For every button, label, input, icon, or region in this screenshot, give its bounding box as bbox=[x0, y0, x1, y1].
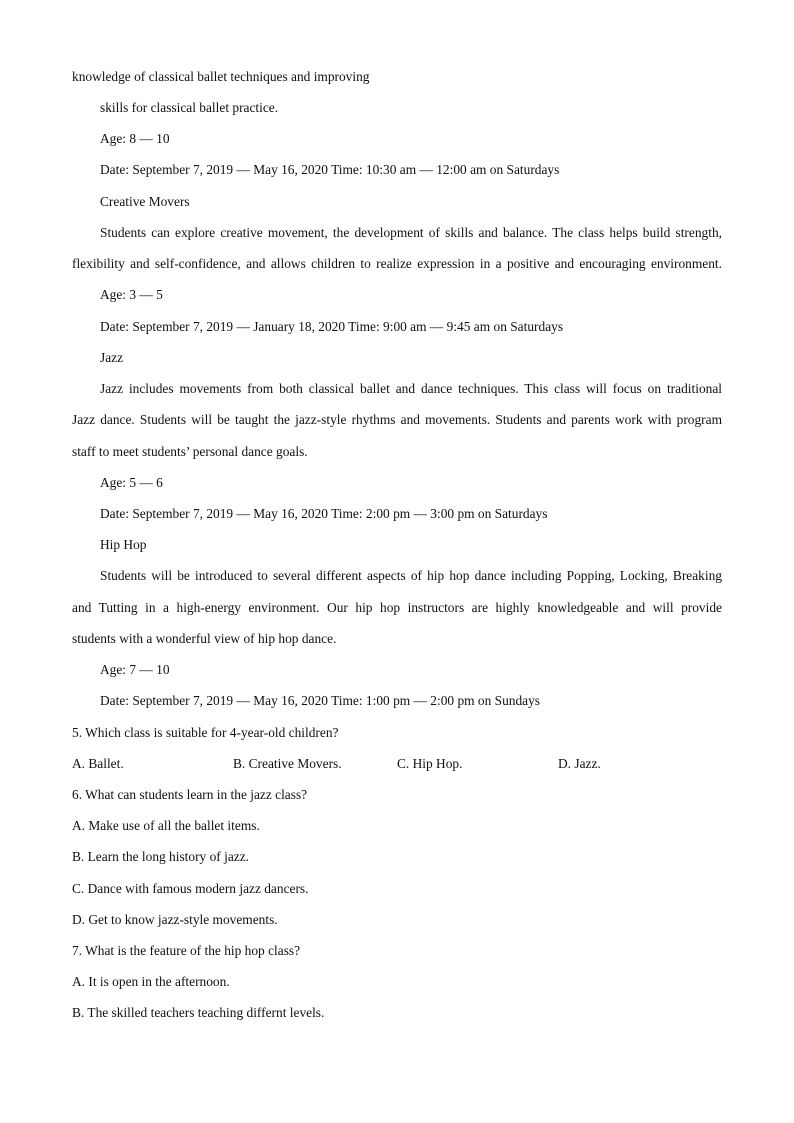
ballet-description-line-2: skills for classical ballet practice. bbox=[100, 100, 279, 115]
jazz-date: Date: September 7, 2019 — May 16, 2020 Time: 2:00 pm — 3:00 pm on Saturdays bbox=[100, 506, 548, 521]
question-6-option-d: D. Get to know jazz-style movements. bbox=[72, 912, 278, 927]
creative-movers-heading: Creative Movers bbox=[100, 194, 190, 209]
question-5-option-d: D. Jazz. bbox=[558, 756, 601, 771]
question-5-option-c: C. Hip Hop. bbox=[397, 756, 463, 771]
ballet-description-line-1: knowledge of classical ballet techniques and improving bbox=[72, 69, 370, 84]
hip-hop-description-line-2: and Tutting in a high-energy environment. Our hip hop instructors are highly knowledgeable and will provide bbox=[72, 600, 722, 615]
hip-hop-age: Age: 7 — 10 bbox=[100, 662, 170, 677]
creative-movers-description-line-2: flexibility and self-confidence, and allows children to realize expression in a positive and encouraging environment. bbox=[72, 256, 722, 271]
question-7-stem: 7. What is the feature of the hip hop class? bbox=[72, 943, 301, 958]
question-6-option-a: A. Make use of all the ballet items. bbox=[72, 818, 260, 833]
hip-hop-description-line-1: Students will be introduced to several different aspects of hip hop dance including Popping, Locking, Breaking bbox=[100, 568, 722, 583]
jazz-description-line-3: staff to meet students’ personal dance goals. bbox=[72, 444, 308, 459]
jazz-description-line-1: Jazz includes movements from both classical ballet and dance techniques. This class will focus on traditional bbox=[100, 381, 722, 396]
ballet-age: Age: 8 — 10 bbox=[100, 131, 170, 146]
question-6-option-b: B. Learn the long history of jazz. bbox=[72, 849, 250, 864]
question-6-option-c: C. Dance with famous modern jazz dancers. bbox=[72, 881, 309, 896]
question-7-option-b: B. The skilled teachers teaching differnt levels. bbox=[72, 1005, 325, 1020]
hip-hop-heading: Hip Hop bbox=[100, 537, 147, 552]
hip-hop-date: Date: September 7, 2019 — May 16, 2020 Time: 1:00 pm — 2:00 pm on Sundays bbox=[100, 693, 541, 708]
hip-hop-description-line-3: students with a wonderful view of hip hop dance. bbox=[72, 631, 337, 646]
creative-movers-description-line-1: Students can explore creative movement, the development of skills and balance. The class helps build strength, bbox=[100, 225, 722, 240]
question-5-option-b: B. Creative Movers. bbox=[233, 756, 342, 771]
creative-movers-age: Age: 3 — 5 bbox=[100, 287, 163, 302]
question-5-stem: 5. Which class is suitable for 4-year-old children? bbox=[72, 725, 339, 740]
question-6-stem: 6. What can students learn in the jazz class? bbox=[72, 787, 308, 802]
jazz-age: Age: 5 — 6 bbox=[100, 475, 163, 490]
creative-movers-date: Date: September 7, 2019 — January 18, 2020 Time: 9:00 am — 9:45 am on Saturdays bbox=[100, 319, 564, 334]
question-5-option-a: A. Ballet. bbox=[72, 756, 124, 771]
jazz-heading: Jazz bbox=[100, 350, 124, 365]
jazz-description-line-2: Jazz dance. Students will be taught the jazz-style rhythms and movements. Students and parents work with program bbox=[72, 412, 722, 427]
question-7-option-a: A. It is open in the afternoon. bbox=[72, 974, 230, 989]
ballet-date: Date: September 7, 2019 — May 16, 2020 Time: 10:30 am — 12:00 am on Saturdays bbox=[100, 162, 560, 177]
